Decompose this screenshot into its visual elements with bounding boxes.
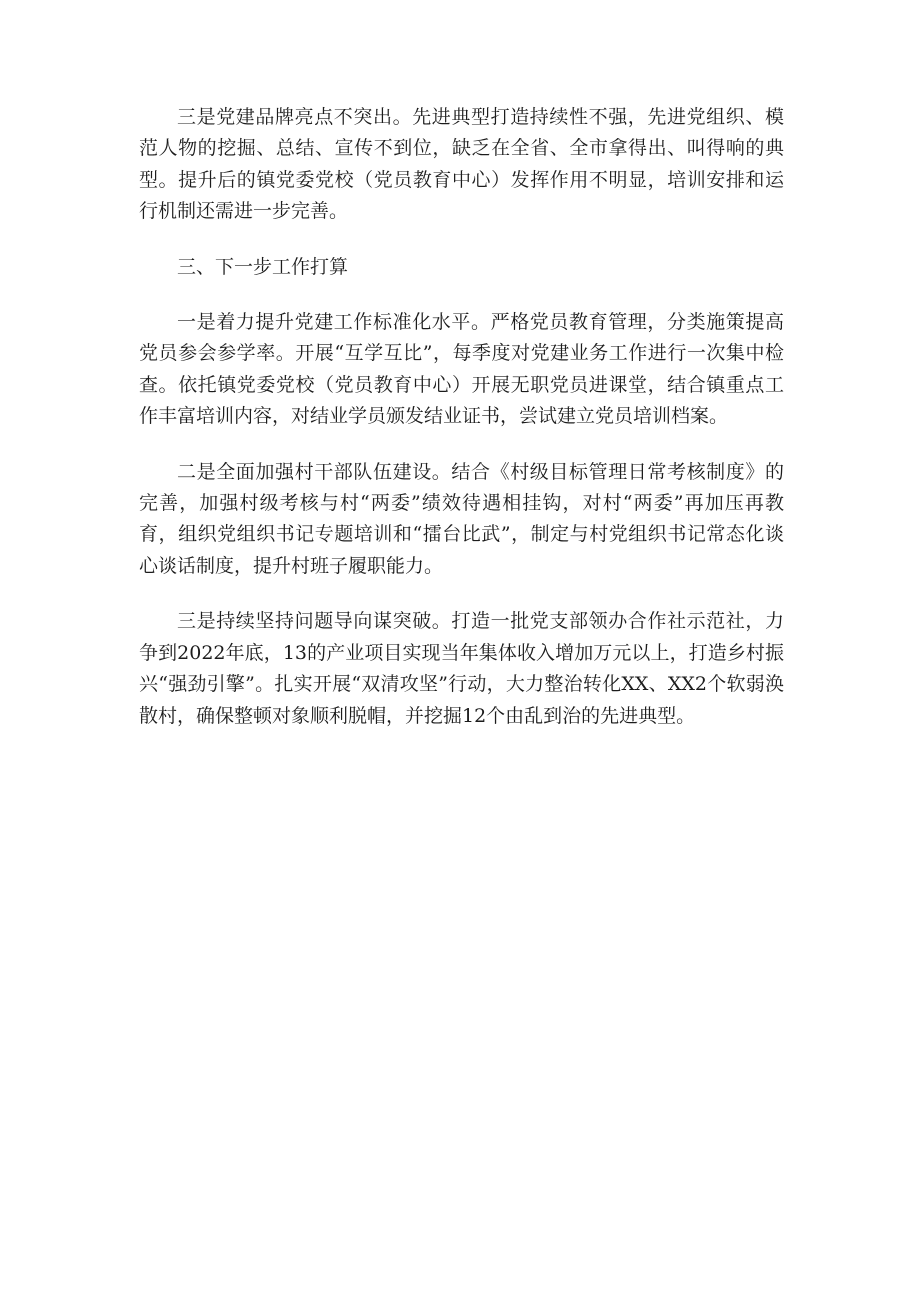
paragraph-problem-oriented: 三是持续坚持问题导向谋突破。打造一批党支部领办合作社示范社，力争到2022年底，13的产业项目实现当年集体收入增加万元以上，打造乡村振兴“强劲引擎”。扎实开展“双清攻坚”行动，大力整治转化XX、XX2个软弱涣散村，确保整顿对象顺利脱帽，并挖掘12个由乱到治的先进典型。 — [139, 610, 784, 727]
paragraph-brand-issue: 三是党建品牌亮点不突出。先进典型打造持续性不强，先进党组织、模范人物的挖掘、总结、宣传不到位，缺乏在全省、全市拿得出、叫得响的典型。提升后的镇党委党校（党员教育中心）发挥作用不明显，培训安排和运行机制还需进一步完善。 — [139, 106, 784, 223]
document-body — [139, 102, 784, 756]
paragraph-cadre-team: 二是全面加强村干部队伍建设。结合《村级目标管理日常考核制度》的完善，加强村级考核与村“两委”绩效待遇相挂钩，对村“两委”再加压再教育，组织党组织书记专题培训和“擂台比武”，制定与村党组织书记常态化谈心谈话制度，提升村班子履职能力。 — [139, 460, 784, 577]
paragraph-standardization: 一是着力提升党建工作标准化水平。严格党员教育管理，分类施策提高党员参会参学率。开展“互学互比”，每季度对党建业务工作进行一次集中检查。依托镇党委党校（党员教育中心）开展无职党员进课堂，结合镇重点工作丰富培训内容，对结业学员颁发结业证书，尝试建立党员培训档案。 — [139, 311, 784, 428]
section-heading-next-steps: 三、下一步工作打算 — [177, 255, 349, 278]
